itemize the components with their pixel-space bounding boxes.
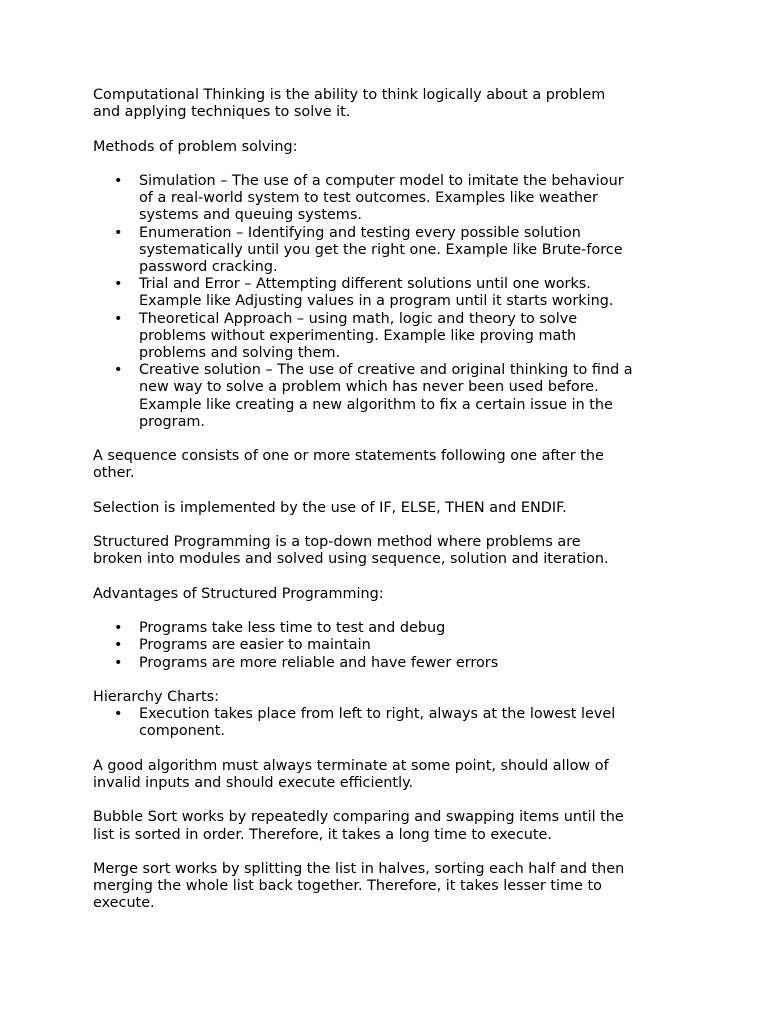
bullet-icon: • [114,654,123,671]
algorithm-paragraph: A good algorithm must always terminate at some point, should allow of invalid inputs and should execute efficiently. [93,757,609,791]
bullet-icon: • [114,276,123,293]
bullet-icon: • [114,620,123,637]
bullet-icon: • [114,310,123,327]
list-item-text: Programs take less time to test and debug [139,620,446,637]
list-item-text: Creative solution – The use of creative and original thinking to find a new way to solve a problem which has never been used before. Example like creating a new algorithm to fix a certain issue in the program. [139,362,633,430]
hierarchy-heading: Hierarchy Charts: [93,688,220,705]
list-item-text: Trial and Error – Attempting different solutions until one works. Example like Adjusting values in a program until it starts working. [139,276,614,310]
list-item [114,654,678,672]
list-item [114,276,678,310]
advantages-heading: Advantages of Structured Programming: [93,585,384,602]
list-item [114,637,678,654]
methods-heading: Methods of problem solving: [93,138,298,155]
structured-programming-paragraph: Structured Programming is a top-down method where problems are broken into modules and solved using sequence, solution and iteration. [93,534,609,568]
intro-paragraph: Computational Thinking is the ability to think logically about a problem and applying techniques to solve it. [93,87,606,121]
merge-sort-paragraph: Merge sort works by splitting the list in halves, sorting each half and then merging the whole list back together. Therefore, it takes lesser time to execute. [93,860,625,912]
list-item [114,172,678,225]
selection-paragraph: Selection is implemented by the use of IF, ELSE, THEN and ENDIF. [93,499,567,516]
advantages-list [93,620,678,672]
hierarchy-list [93,706,678,740]
list-item [114,362,678,431]
bullet-icon: • [114,637,123,654]
bullet-icon: • [114,172,123,189]
list-item-text: Enumeration – Identifying and testing every possible solution systematically until you get the right one. Example like Brute-force password cracking. [139,224,623,275]
list-item [114,706,678,740]
list-item-text: Theoretical Approach – using math, logic and theory to solve problems without experimenting. Example like proving math problems and solving them. [139,310,578,362]
list-item-text: Programs are easier to maintain [139,637,371,654]
bullet-icon: • [114,706,123,723]
methods-list [93,173,678,431]
bullet-icon: • [114,224,123,241]
sequence-paragraph: A sequence consists of one or more statements following one after the other. [93,448,604,482]
list-item [114,224,678,277]
list-item [114,310,678,363]
list-item-text: Programs are more reliable and have fewer errors [139,654,499,671]
list-item-text: Simulation – The use of a computer model to imitate the behaviour of a real-world system to test outcomes. Examples like weather systems and queuing systems. [139,172,624,224]
list-item-text: Execution takes place from left to right, always at the lowest level component. [139,706,616,740]
bullet-icon: • [114,362,123,379]
list-item [114,620,678,637]
bubble-sort-paragraph: Bubble Sort works by repeatedly comparing and swapping items until the list is sorted in order. Therefore, it takes a long time to execute. [93,809,624,843]
